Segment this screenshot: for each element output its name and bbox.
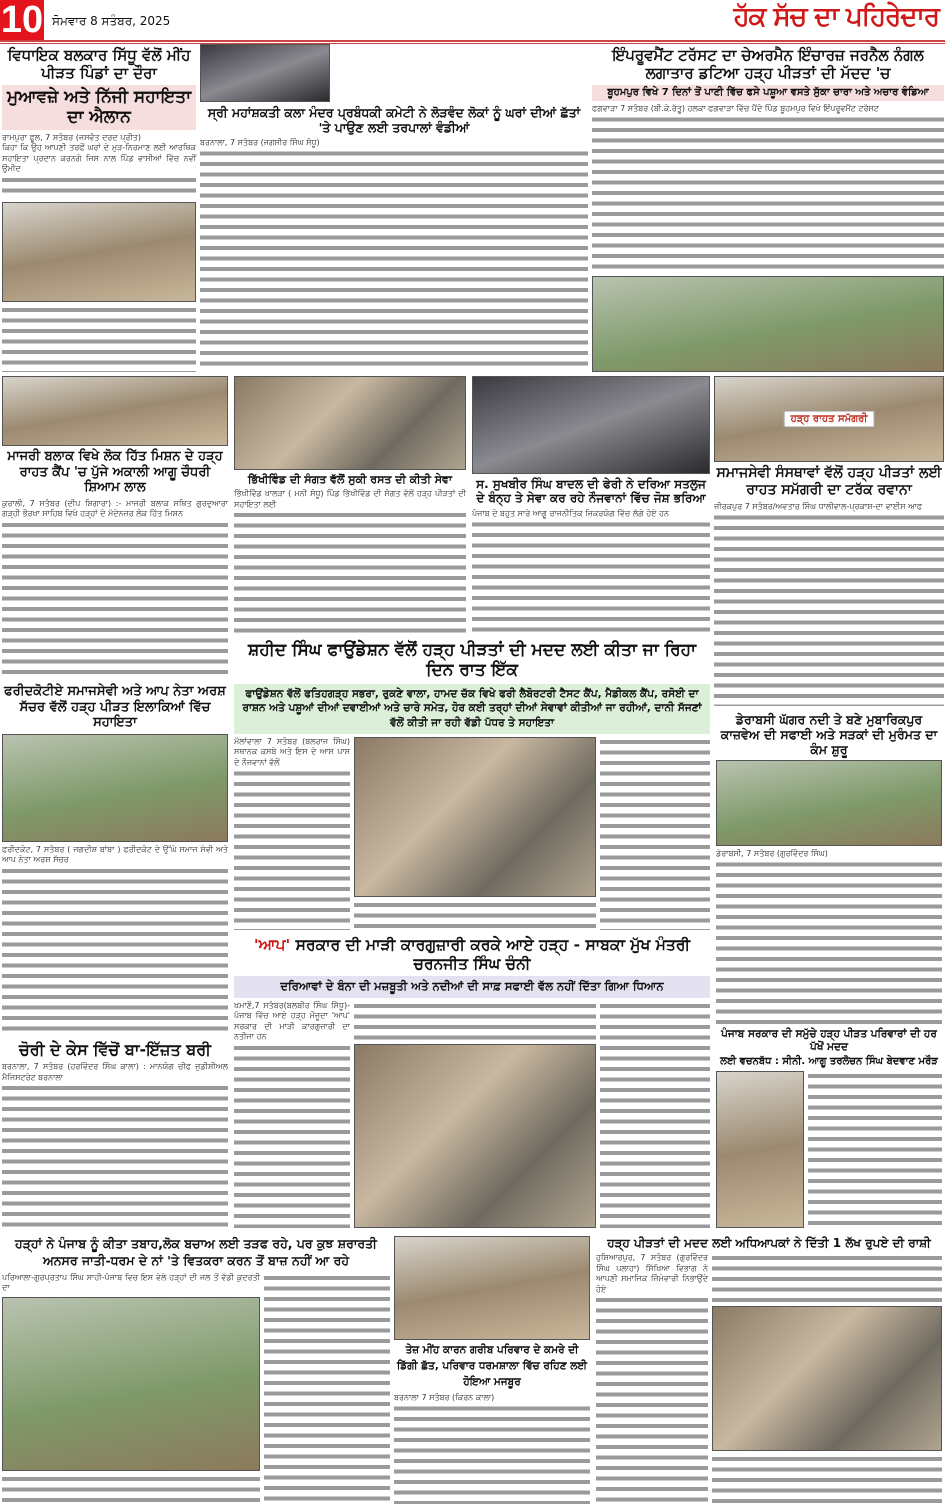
headline-s14: ਹੜ੍ਹਾਂ ਨੇ ਪੰਜਾਬ ਨੂੰ ਕੀਤਾ ਤਬਾਹ,ਲੋਕ ਬਚਾਅ ਲਈ ਤੜਫ ਰਹੇ, ਪਰ ਕੁਝ ਸ਼ਰਾਰਤੀ ਅਨਸਰ ਜਾਤੀ-ਧਰਮ ਦੇ ਨਾਂ 'ਤੇ ਵਿਤਕਰਾ ਕਰਨ ਤੋਂ ਬਾਜ਼ ਨਹੀਂ ਆ ਰਹੇ [15, 1236, 377, 1268]
story-body: ਖਮਾਣੋਂ,7 ਸਤੰਬਰ(ਬਲਬੀਰ ਸਿੰਘ ਸਿੱਧੂ)- ਪੰਜਾਬ ਵਿੱਚ ਆਏ ਹੜ੍ਹ ਮੌਜੂਦਾ 'ਆਪ' ਸਰਕਾਰ ਦੀ ਮਾੜੀ ਕਾਰਗੁਜ਼ਾਰੀ ਦਾ ਨਤੀਜਾ ਹਨ [234, 1001, 350, 1228]
photo-causeway-repair [716, 760, 942, 846]
page-number: 10 [0, 0, 44, 41]
story-s13 [716, 1028, 942, 1228]
headline-s15: ਤੇਜ਼ ਮੀਂਹ ਕਾਰਨ ਗਰੀਬ ਪਰਿਵਾਰ ਦੇ ਕਮਰੇ ਦੀ ਡਿੱਗੀ ਛੱਤ, ਪਰਿਵਾਰ ਧਰਮਸ਼ਾਲਾ ਵਿੱਚ ਰਹਿਣ ਲਈ ਹੋਇਆ ਮਜਬੂਰ [396, 1344, 588, 1388]
headline-s7: ਸਮਾਜਸੇਵੀ ਸੰਸਥਾਵਾਂ ਵੱਲੋਂ ਹੜ੍ਹ ਪੀੜਤਾਂ ਲਈ ਰਾਹਤ ਸਮੱਗਰੀ ਦਾ ਟਰੱਕ ਰਵਾਨਾ [716, 465, 942, 498]
story-body: ਫਗਵਾੜਾ 7 ਸਤੰਬਰ (ਬੀ.ਕੇ.ਰੱਤੂ) ਹਲਕਾ ਫਗਵਾੜਾ ਵਿੱਚ ਪੈਂਦੇ ਪਿੰਡ ਬੂਹਮਪੁਰ ਵਿਖੇ ਇੰਪਰੂਵਮੈਂਟ ਟਰੱਸਟ [592, 104, 944, 273]
story-body: ਕੁਰਾਲੀ, 7 ਸਤੰਬਰ (ਦੀਪ ਸ਼ਿਗਾਰਾ) :- ਮਾਜਰੀ ਬਲਾਕ ਸਥਿਤ ਗੁਰਦੁਆਰਾ ਗੜ੍ਹੀ ਭੌਰਖਾ ਸਾਹਿਬ ਵਿਖੇ ਹੜ੍ਹਾਂ ਦੇ ਮੱਦੇਨਜ਼ਰ ਲੋਕ ਹਿੱਤ ਮਿਸ਼ਨ [2, 499, 228, 678]
story-s9 [234, 640, 710, 930]
issue-date: ਸੋਮਵਾਰ 8 ਸਤੰਬਰ, 2025 [52, 14, 171, 28]
photo-fodder-distribution [592, 276, 944, 372]
headline-s10: ਡੇਰਾਬਸੀ ਘੱਗਰ ਨਦੀ ਤੇ ਬਣੇ ਮੁਬਾਰਿਕਪੁਰ ਕਾਜ਼ਵੇਅ ਦੀ ਸਫਾਈ ਅਤੇ ਸੜਕਾਂ ਦੀ ਮੁਰੰਮਤ ਦਾ ਕੰਮ ਸ਼ੁਰੂ [720, 712, 938, 757]
story-s7 [714, 376, 944, 706]
story-s8 [2, 684, 228, 1034]
photo-flood-waters [2, 1297, 260, 1471]
story-body [264, 1273, 390, 1504]
subhead-s9: ਫਾਉਂਡੇਸ਼ਨ ਵੱਲੋਂ ਫਤਿਹਗੜ੍ਹ ਸਭਰਾ, ਰੁਕਣੇ ਵਾਲਾ, ਹਾਮਦ ਚੱਕ ਵਿਖੇ ਫਰੀ ਲੈਬੋਰਟਰੀ ਟੈਸਟ ਕੈਂਪ, ਮੈਡੀਕਲ ਕੈਂਪ, ਰਸੋਈ ਦਾ ਰਾਸ਼ਨ ਅਤੇ ਪਸ਼ੂਆਂ ਦੀਆਂ ਦਵਾਈਆਂ ਅਤੇ ਚਾਰੇ ਸਮੇਤ, ਹੋਰ ਕਈ ਤਰ੍ਹਾਂ ਦੀਆਂ ਸੇਵਾਵਾਂ ਕੀਤੀਆਂ ਜਾ ਰਹੀਆਂ, ਦਾਨੀ ਸੱਜਣਾਂ ਵੱਲੋਂ ਕੀਤੀ ਜਾ ਰਹੀ ਵੱਡੀ ਪੱਧਰ ਤੇ ਸਹਾਇਤਾ [234, 684, 710, 734]
headline-s11: 'ਆਪ' ਸਰਕਾਰ ਦੀ ਮਾੜੀ ਕਾਰਗੁਜ਼ਾਰੀ ਕਰਕੇ ਆਏ ਹੜ੍ਹ - ਸਾਬਕਾ ਮੁੱਖ ਮੰਤਰੀ ਚਰਨਜੀਤ ਸਿੰਘ ਚੰਨੀ [253, 936, 691, 973]
story-body [600, 737, 710, 930]
story-s11 [234, 936, 710, 1228]
story-body: ਜ਼ੀਰਕਪੁਰ 7 ਸਤੰਬਰ/ਅਵਤਾਰ ਸਿੰਘ ਧਾਲੀਵਾਲ-ਪ੍ਰਕਾਸ਼-ਦਾ ਵਾਈਸ ਆਫ [714, 502, 944, 706]
story-body: ਮੱਲਾਂਵਾਲਾ 7 ਸਤੰਬਰ (ਬਲਰਾਜ ਸਿੰਘ) ਸਥਾਨਕ ਕਸਬੇ ਅਤੇ ਇਸ ਦੇ ਆਸ ਪਾਸ ਦੇ ਨੌਜਵਾਨਾਂ ਵੱਲੋਂ [234, 737, 350, 930]
headline-s1: ਵਿਧਾਇਕ ਬਲਕਾਰ ਸਿੱਧੂ ਵੱਲੋਂ ਮੀਂਹ ਪੀੜਤ ਪਿੰਡਾਂ ਦਾ ਦੌਰਾ [7, 46, 191, 82]
story-body: ਰਾਮਪੁਰਾ ਫੂਲ, 7 ਸਤੰਬਰ (ਜਸਵੰਤ ਦਰਦ ਪ੍ਰੀਤ) ਕਿਹਾ ਕਿ ਉਹ ਆਪਣੀ ਤਰਫੋਂ ਘਰਾਂ ਦੇ ਮੁੜ-ਨਿਰਮਾਣ ਲਈ ਆਰਥਿਕ ਸਹਾਇਤਾ ਪ੍ਰਦਾਨ ਕਰਨਗੇ ਜਿਸ ਨਾਲ ਪਿੰਡ ਵਾਸੀਆਂ ਵਿੱਚ ਨਵੀਂ ਉਮੀਦ [2, 133, 196, 200]
story-body: ਬਰਨਾਲਾ, 7 ਸਤੰਬਰ (ਹਰਵਿੰਦਰ ਸਿੰਘ ਕਾਲਾ) : ਮਾਨਯੋਗ ਚੀਫ ਜੁਡੀਸ਼ੀਅਲ ਮੈਜਿਸਟਰੇਟ ਬਰਨਾਲਾ [2, 1062, 228, 1228]
headline-s16: ਹੜ੍ਹ ਪੀੜਤਾਂ ਦੀ ਮਦਦ ਲਈ ਅਧਿਆਪਕਾਂ ਨੇ ਦਿੱਤੀ 1 ਲੱਖ ਰੁਪਏ ਦੀ ਰਾਸ਼ੀ [607, 1236, 931, 1250]
photo-majri-camp [2, 376, 228, 446]
headline-s12: ਚੋਰੀ ਦੇ ਕੇਸ ਵਿੱਚੋਂ ਬਾ-ਇੱਜ਼ਤ ਬਰੀ [19, 1040, 211, 1059]
photo-channi [354, 1044, 596, 1228]
story-s5 [234, 376, 466, 634]
story-body [2, 1474, 260, 1504]
subhead-s3: ਬੂਹਮਪੁਰ ਵਿਖੇ 7 ਦਿਨਾਂ ਤੋਂ ਪਾਣੀ ਵਿੱਚ ਫਸੇ ਪਸ਼ੂਆ ਵਸਤੇ ਸੁੱਕਾ ਚਾਰਾ ਅਤੇ ਅਚਾਰ ਵੰਡਿਆ [592, 85, 944, 101]
story-body: ਪਰਿਆਲਾ-ਗੁਰਪ੍ਰਤਾਪ ਸਿੰਘ ਸਾਹੀ-ਪੰਜਾਬ ਵਿਚ ਇਸ ਵੇਲੇ ਹੜ੍ਹਾਂ ਦੀ ਜਲ ਤੋਂ ਵੱਡੀ ਕੁਦਰਤੀ ਦਾ [2, 1272, 260, 1293]
photo-bhikhiwind-sangat [234, 376, 466, 470]
story-body [354, 1001, 596, 1041]
story-body [600, 1001, 710, 1228]
story-s12 [2, 1040, 228, 1228]
photo-arsh-sachar [2, 734, 228, 842]
party-label: 'ਆਪ' [253, 936, 291, 954]
masthead-logo: ਹੱਕ ਸੱਚ ਦਾ ਪਹਿਰੇਦਾਰ [733, 2, 939, 32]
headline-s5: ਭਿੱਖੀਵਿੰਡ ਦੀ ਸੰਗਤ ਵੱਲੋਂ ਸੁਕੀ ਰਸਤ ਦੀ ਕੀਤੀ ਸੇਵਾ [247, 473, 453, 486]
headline-s8: ਫਰੀਦਕੋਟੀਏ ਸਮਾਜਸੇਵੀ ਅਤੇ ਆਪ ਨੇਤਾ ਅਰਸ਼ ਸੱਚਰ ਵੱਲੋਂ ਹੜ੍ਹ ਪੀੜਤ ਇਲਾਕਿਆਂ ਵਿੱਚ ਸਹਾਇਤਾ [4, 684, 226, 731]
story-s6 [472, 376, 710, 634]
story-body [712, 1253, 942, 1303]
story-body [808, 1071, 942, 1228]
headline-s13: ਪੰਜਾਬ ਸਰਕਾਰ ਦੀ ਸਮੁੱਚੇ ਹੜ੍ਹ ਪੀੜਤ ਪਰਿਵਾਰਾਂ ਦੀ ਹਰ ਪੱਖੋਂ ਮਦਦ [721, 1028, 937, 1053]
headline-s2: ਸ੍ਰੀ ਮਹਾਂਸ਼ਕਤੀ ਕਲਾ ਮੰਦਰ ਪ੍ਰਬੰਧਕੀ ਕਮੇਟੀ ਨੇ ਲੋੜਵੰਦ ਲੋਕਾਂ ਨੂੰ ਘਰਾਂ ਦੀਆਂ ਛੱਤਾਂ 'ਤੇ ਪਾਉਣ ਲਈ ਤਰਪਾਲਾਂ ਵੰਡੀਆਂ [207, 105, 581, 135]
photo-tarlochan-singh [716, 1071, 804, 1228]
photo-relief-truck [714, 376, 944, 462]
headline-s9: ਸ਼ਹੀਦ ਸਿੰਘ ਫਾਉਂਡੇਸ਼ਨ ਵੱਲੋਂ ਹੜ੍ਹ ਪੀੜਤਾਂ ਦੀ ਮਦਦ ਲਈ ਕੀਤਾ ਜਾ ਰਿਹਾ ਦਿਨ ਰਾਤ ਇੱਕ [248, 640, 696, 681]
photo-mandir-committee [200, 44, 330, 102]
story-body [712, 1454, 942, 1504]
story-body: ਫਰੀਦਕੋਟ, 7 ਸਤੰਬਰ ( ਜਗਦੀਸ਼ ਬਾਂਬਾ ) ਫਰੀਦਕੋਟ ਦੇ ਉੱਘੇ ਸਮਾਜ ਸੇਵੀ ਅਤੇ ਆਪ ਨੇਤਾ ਅਰਸ਼ ਸੱਚਰ [2, 845, 228, 1034]
photo-teachers-donation [712, 1306, 942, 1451]
headline-s4: ਮਾਜਰੀ ਬਲਾਕ ਵਿਖੇ ਲੋਕ ਹਿੱਤ ਮਿਸ਼ਨ ਦੇ ਹੜ੍ਹ ਰਾਹਤ ਕੈਂਪ 'ਚ ਪੁੱਜੇ ਅਕਾਲੀ ਆਗੂ ਚੌਧਰੀ ਸ਼ਿਆਮ ਲਾਲ [7, 449, 223, 496]
photo-sukhbir-badal [472, 376, 710, 474]
photo-collapsed-roof [394, 1236, 590, 1340]
relief-banner: ਹੜ੍ਹ ਰਾਹਤ ਸਮੱਗਰੀ [784, 411, 875, 428]
story-s10 [716, 712, 942, 1024]
story-body: ਡੇਰਾਬਸੀ, 7 ਸਤੰਬਰ (ਗੁਰਵਿੰਦਰ ਸਿੰਘ) [716, 849, 942, 1024]
subhead-s13: ਲਈ ਵਚਨਬੱਧ : ਸੀਨੀ. ਆਗੂ ਤਰਲੋਚਨ ਸਿੰਘ ਬੇਦਵਾਣ ਮਰੌੜ [720, 1056, 938, 1068]
subhead-s11: ਦਰਿਆਵਾਂ ਦੇ ਬੰਨਾ ਦੀ ਮਜ਼ਬੂਤੀ ਅਤੇ ਨਦੀਆਂ ਦੀ ਸਾਫ਼ ਸਫਾਈ ਵੱਲ ਨਹੀਂ ਦਿੱਤਾ ਗਿਆ ਧਿਆਨ [234, 976, 710, 998]
story-body: ਭਿੱਖੀਵਿੰਡ ਖਾਲੜਾ ( ਮਨੀ ਸੰਧੂ) ਪਿੰਡ ਭਿੱਖੀਵਿੰਡ ਦੀ ਸੰਗਤ ਵੱਲੋਂ ਹੜ੍ਹ ਪੀੜਤਾਂ ਦੀ ਸਹਾਇਤਾ ਲਈ [234, 489, 466, 634]
story-body [2, 305, 196, 372]
photo-foundation-camp [354, 737, 596, 897]
story-body: ਬਰਨਾਲਾ 7 ਸਤੰਬਰ (ਕਿਰਨ ਕਾਲਾ) [394, 1393, 590, 1504]
story-body [354, 900, 596, 930]
headline-s6: ਸ. ਸੁਖਬੀਰ ਸਿੰਘ ਬਾਦਲ ਦੀ ਫੇਰੀ ਨੇ ਦਰਿਆ ਸਤਲੁਜ ਦੇ ਬੰਨ੍ਹ ਤੇ ਸੇਵਾ ਕਰ ਰਹੇ ਨੌਜਵਾਨਾਂ ਵਿੱਚ ਜੋਸ਼ ਭਰਿਆ [476, 477, 706, 506]
story-body: ਪੰਜਾਬ ਦੇ ਬਹੁਤ ਸਾਰੇ ਆਗੂ ਰਾਜਨੀਤਿਕ ਜ਼ਿਕਰਯੋਗ ਵਿੱਚ ਲੱਗੇ ਹੋਏ ਹਨ [472, 509, 710, 634]
story-s16 [596, 1236, 942, 1504]
story-s2 [200, 44, 588, 372]
subhead-s1: ਮੁਆਵਜ਼ੇ ਅਤੇ ਨਿੱਜੀ ਸਹਾਇਤਾ ਦਾ ਐਲਾਨ [2, 85, 196, 130]
story-s4 [2, 376, 228, 678]
story-s14 [2, 1236, 390, 1504]
headline-s3: ਇੰਪਰੂਵਮੈਂਟ ਟਰੱਸਟ ਦਾ ਚੇਅਰਮੈਨ ਇੰਚਾਰਜ਼ ਜਰਨੈਲ ਨੰਗਲ ਲਗਾਤਾਰ ਡਟਿਆ ਹੜ੍ਹ ਪੀੜਤਾਂ ਦੀ ਮੱਦਦ 'ਚ [612, 46, 924, 82]
story-body: ਬਰਨਾਲਾ, 7 ਸਤੰਬਰ (ਜਗਸੀਰ ਸਿੰਘ ਸੰਧੂ) [200, 138, 588, 372]
story-s3 [592, 46, 944, 372]
story-s1 [2, 46, 196, 372]
story-body: ਹੁਸ਼ਿਆਰਪੁਰ, 7 ਸਤੰਬਰ (ਗੁਰਵਿੰਦਰ ਸਿੰਘ ਪਲਾਹਾ) ਸਿੱਖਿਆ ਵਿਭਾਗ ਨੇ ਆਪਣੀ ਸਮਾਜਿਕ ਜ਼ਿੰਮੇਵਾਰੀ ਨਿਭਾਉਂਦੇ ਹੋਏ [596, 1253, 708, 1504]
photo-mla-visit [2, 202, 196, 302]
story-s15 [394, 1236, 590, 1504]
